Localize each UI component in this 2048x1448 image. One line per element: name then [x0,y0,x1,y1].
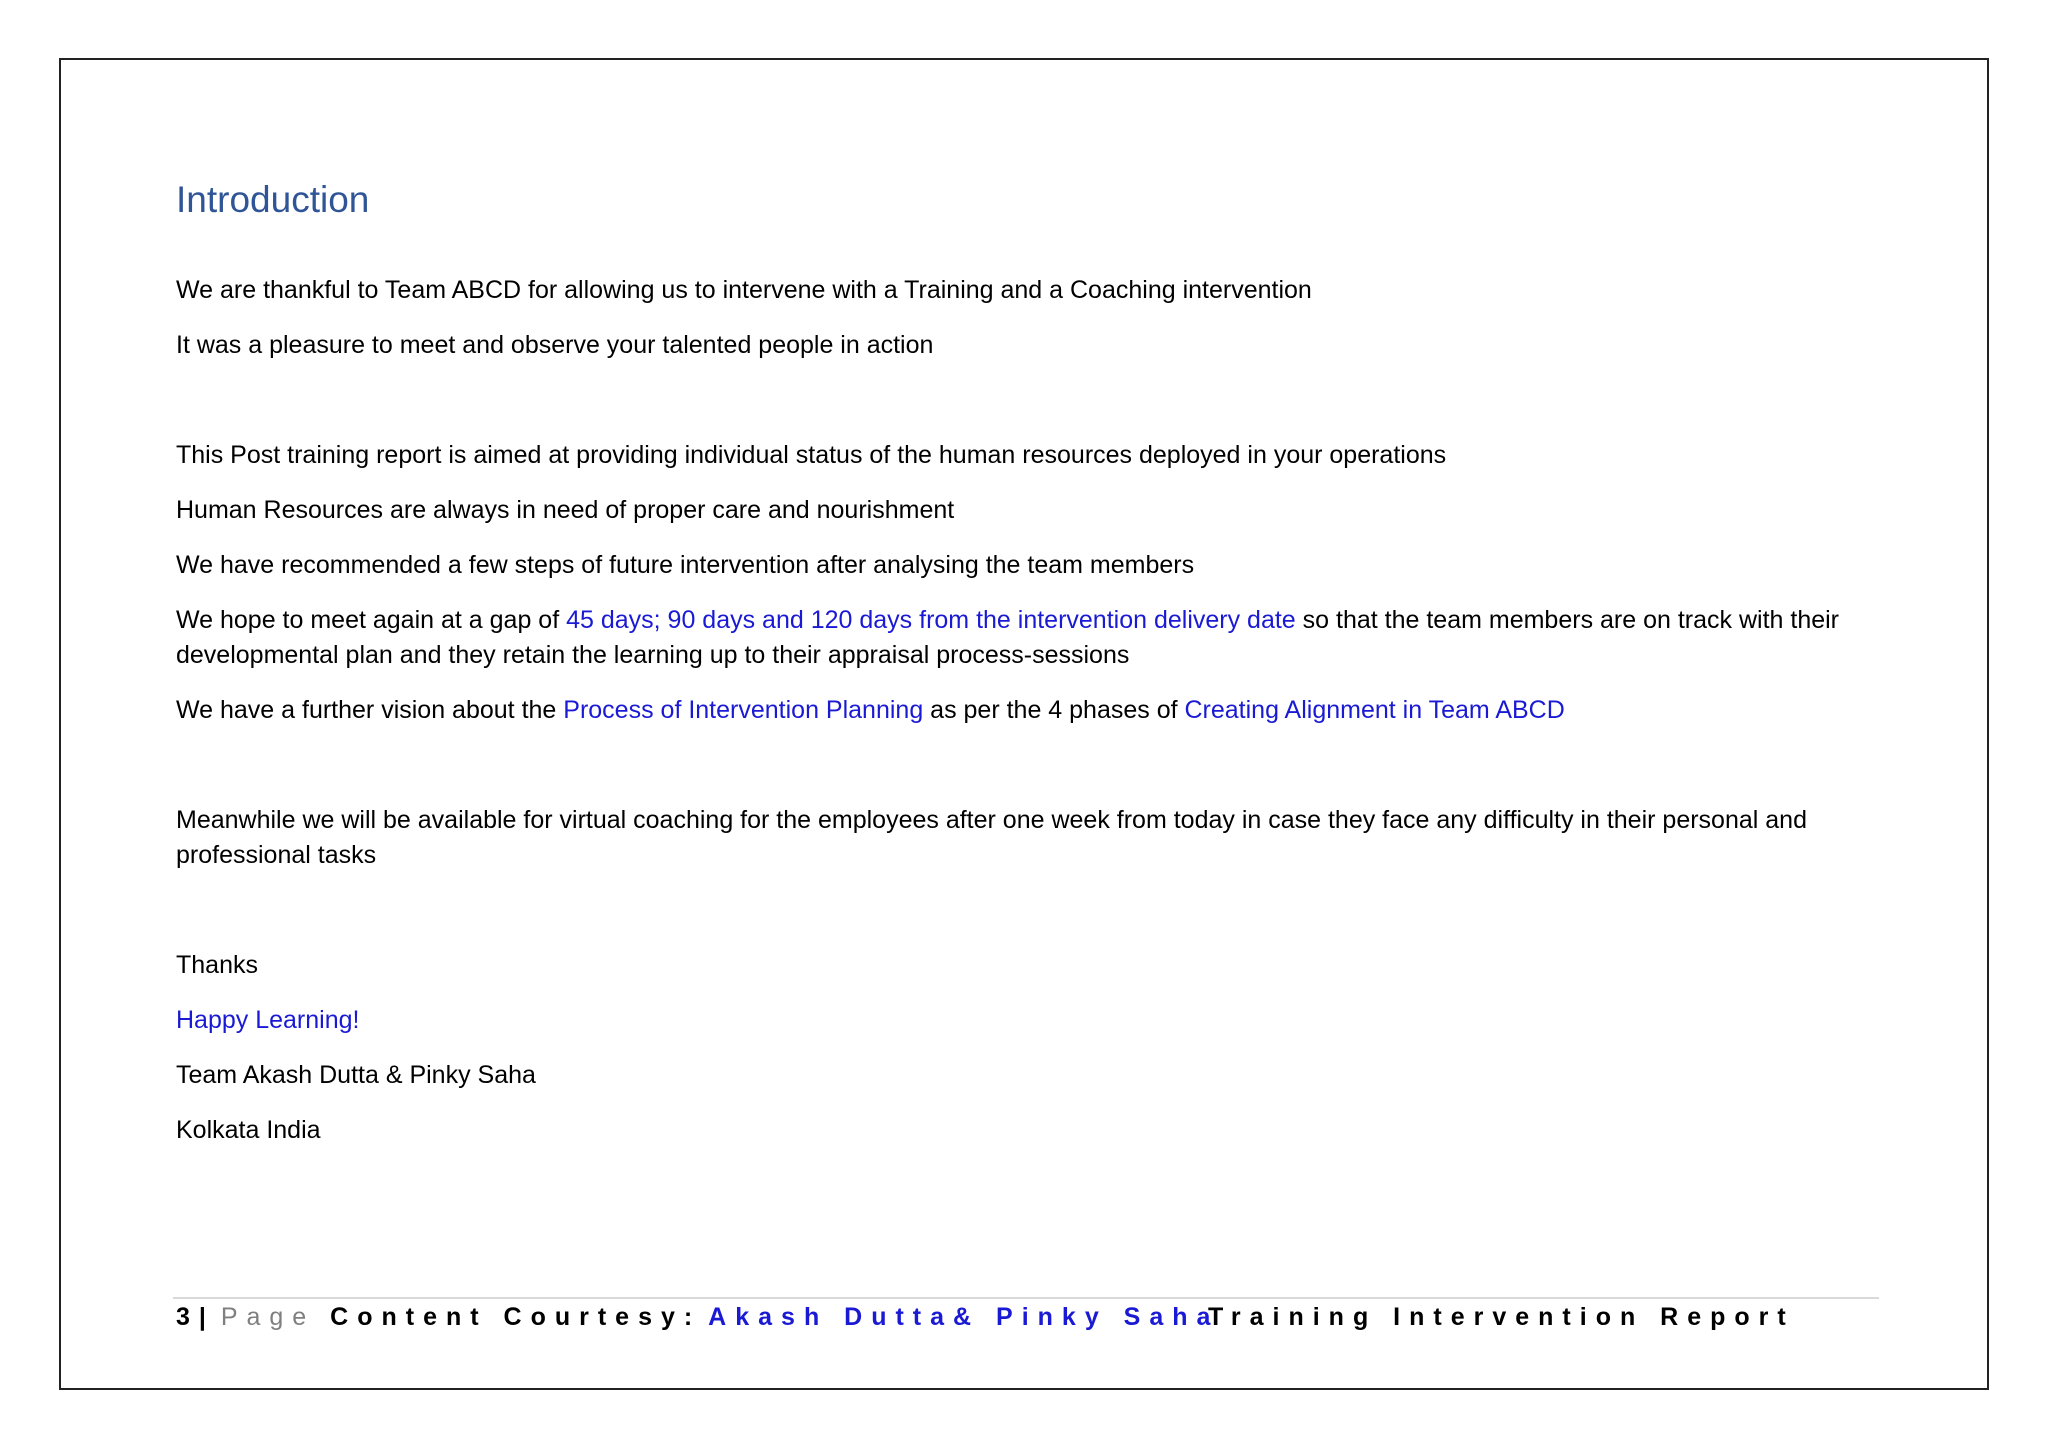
vision-text: We have a further vision about the [176,696,564,724]
paragraph-pleasure: It was a pleasure to meet and observe your talented people in action [176,331,934,359]
meet-again-rest: so that the team members are on track with their developmental plan and they retain the learning up to their appraisal process-sessions [176,606,1840,669]
paragraph-meet-again [176,603,1876,673]
footer-separator: | [198,1303,208,1331]
vision-middle: as per the 4 phases of [923,696,1185,724]
blank-line [176,748,1876,803]
vision-highlight-alignment: Creating Alignment in Team ABCD [1184,696,1565,724]
blank-line [176,893,1876,948]
paragraph-vision [176,693,1876,728]
page-footer [176,1302,1886,1332]
signoff-happy-learning: Happy Learning! [176,1006,360,1034]
page-number: 3 [176,1303,192,1331]
paragraph-recommendations: We have recommended a few steps of future intervention after analysing the team members [176,551,1195,579]
paragraph-thanks-team: We are thankful to Team ABCD for allowing us to intervene with a Training and a Coaching intervention [176,276,1312,304]
section-heading: Introduction [176,179,370,220]
meet-again-text: We hope to meet again at a gap of [176,606,567,634]
blank-line [176,383,1876,438]
signoff-team: Team Akash Dutta & Pinky Saha [176,1061,536,1089]
page-word: Page [220,1303,316,1331]
signoff-thanks: Thanks [176,951,258,979]
signoff-location: Kolkata India [176,1116,321,1144]
footer-report-title: Training Intervention Report [1208,1303,1795,1331]
paragraph-virtual-coaching: Meanwhile we will be available for virtual coaching for the employees after one week from today in case they face any difficulty in their personal and professional tasks [176,806,1807,869]
footer-divider [173,1297,1879,1299]
meet-again-highlight: 45 days; 90 days and 120 days from the intervention delivery date [566,606,1296,634]
document-body [176,176,1876,1168]
footer-courtesy-label: Content Courtesy: [330,1303,702,1331]
paragraph-human-resources: Human Resources are always in need of proper care and nourishment [176,496,955,524]
footer-authors: Akash Dutta& Pinky Saha [708,1303,1220,1331]
vision-highlight-process: Process of Intervention Planning [563,696,924,724]
paragraph-report-aim: This Post training report is aimed at providing individual status of the human resources deployed in your operations [176,441,1447,469]
